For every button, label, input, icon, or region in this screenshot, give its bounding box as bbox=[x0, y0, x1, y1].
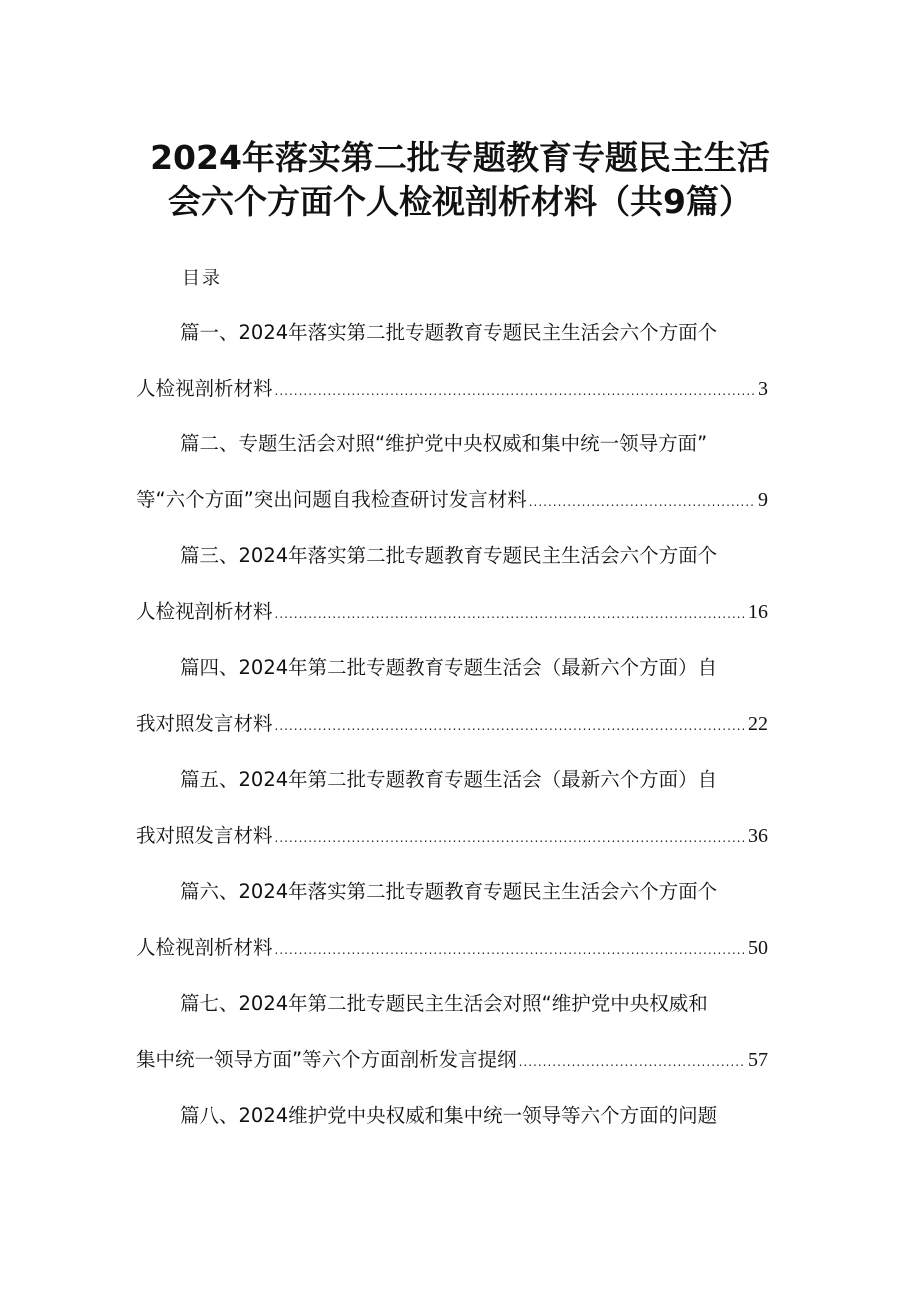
dot-leader bbox=[275, 378, 756, 404]
toc-entry-continuation[interactable] bbox=[136, 376, 768, 402]
toc-entry-title[interactable]: 篇二、专题生活会对照“维护党中央权威和集中统一领导方面” bbox=[180, 432, 708, 455]
toc-entry-title-cont: 等“六个方面”突出问题自我检查研讨发言材料 bbox=[136, 488, 527, 511]
toc-entry-continuation[interactable] bbox=[136, 711, 768, 737]
dot-leader bbox=[275, 825, 746, 851]
toc-heading: 目录 bbox=[182, 268, 222, 289]
toc-page-number: 50 bbox=[748, 937, 768, 959]
toc-entry-continuation[interactable] bbox=[136, 935, 768, 961]
title-line-1: 2024年落实第二批专题教育专题民主生活 bbox=[150, 138, 770, 177]
title-line-2: 会六个方面个人检视剖析材料（共9篇） bbox=[168, 182, 752, 221]
toc-entry-title[interactable]: 篇一、2024年落实第二批专题教育专题民主生活会六个方面个 bbox=[180, 321, 718, 344]
toc-entry-title[interactable]: 篇八、2024维护党中央权威和集中统一领导等六个方面的问题 bbox=[180, 1104, 718, 1127]
toc-entry-title[interactable]: 篇六、2024年落实第二批专题教育专题民主生活会六个方面个 bbox=[180, 880, 718, 903]
toc-page-number: 57 bbox=[748, 1049, 768, 1071]
toc-entry-title-cont: 人检视剖析材料 bbox=[136, 600, 273, 623]
toc-entry-title[interactable]: 篇四、2024年第二批专题教育专题生活会（最新六个方面）自 bbox=[180, 656, 718, 679]
toc-entry-title[interactable]: 篇五、2024年第二批专题教育专题生活会（最新六个方面）自 bbox=[180, 768, 718, 791]
toc-entry-title-cont: 我对照发言材料 bbox=[136, 712, 273, 735]
toc-entry-title[interactable]: 篇三、2024年落实第二批专题教育专题民主生活会六个方面个 bbox=[180, 544, 718, 567]
toc-page-number: 16 bbox=[748, 601, 768, 623]
toc-page-number: 22 bbox=[748, 713, 768, 735]
toc-entry-title-cont: 人检视剖析材料 bbox=[136, 377, 273, 400]
toc-entry-continuation[interactable] bbox=[136, 599, 768, 625]
toc-entry-continuation[interactable] bbox=[136, 1047, 768, 1073]
toc-entry-title-cont: 人检视剖析材料 bbox=[136, 936, 273, 959]
dot-leader bbox=[519, 1049, 746, 1075]
dot-leader bbox=[529, 489, 756, 515]
toc-entry-continuation[interactable] bbox=[136, 487, 768, 513]
toc-entry-title-cont: 集中统一领导方面”等六个方面剖析发言提纲 bbox=[136, 1048, 517, 1071]
document-title bbox=[120, 136, 800, 224]
toc-entry-title-cont: 我对照发言材料 bbox=[136, 824, 273, 847]
dot-leader bbox=[275, 713, 746, 739]
toc-page-number: 36 bbox=[748, 825, 768, 847]
toc-entry-title[interactable]: 篇七、2024年第二批专题民主生活会对照“维护党中央权威和 bbox=[180, 992, 708, 1015]
toc-page-number: 9 bbox=[758, 489, 768, 511]
dot-leader bbox=[275, 937, 746, 963]
toc-page-number: 3 bbox=[758, 378, 768, 400]
toc-entry-continuation[interactable] bbox=[136, 823, 768, 849]
dot-leader bbox=[275, 601, 746, 627]
